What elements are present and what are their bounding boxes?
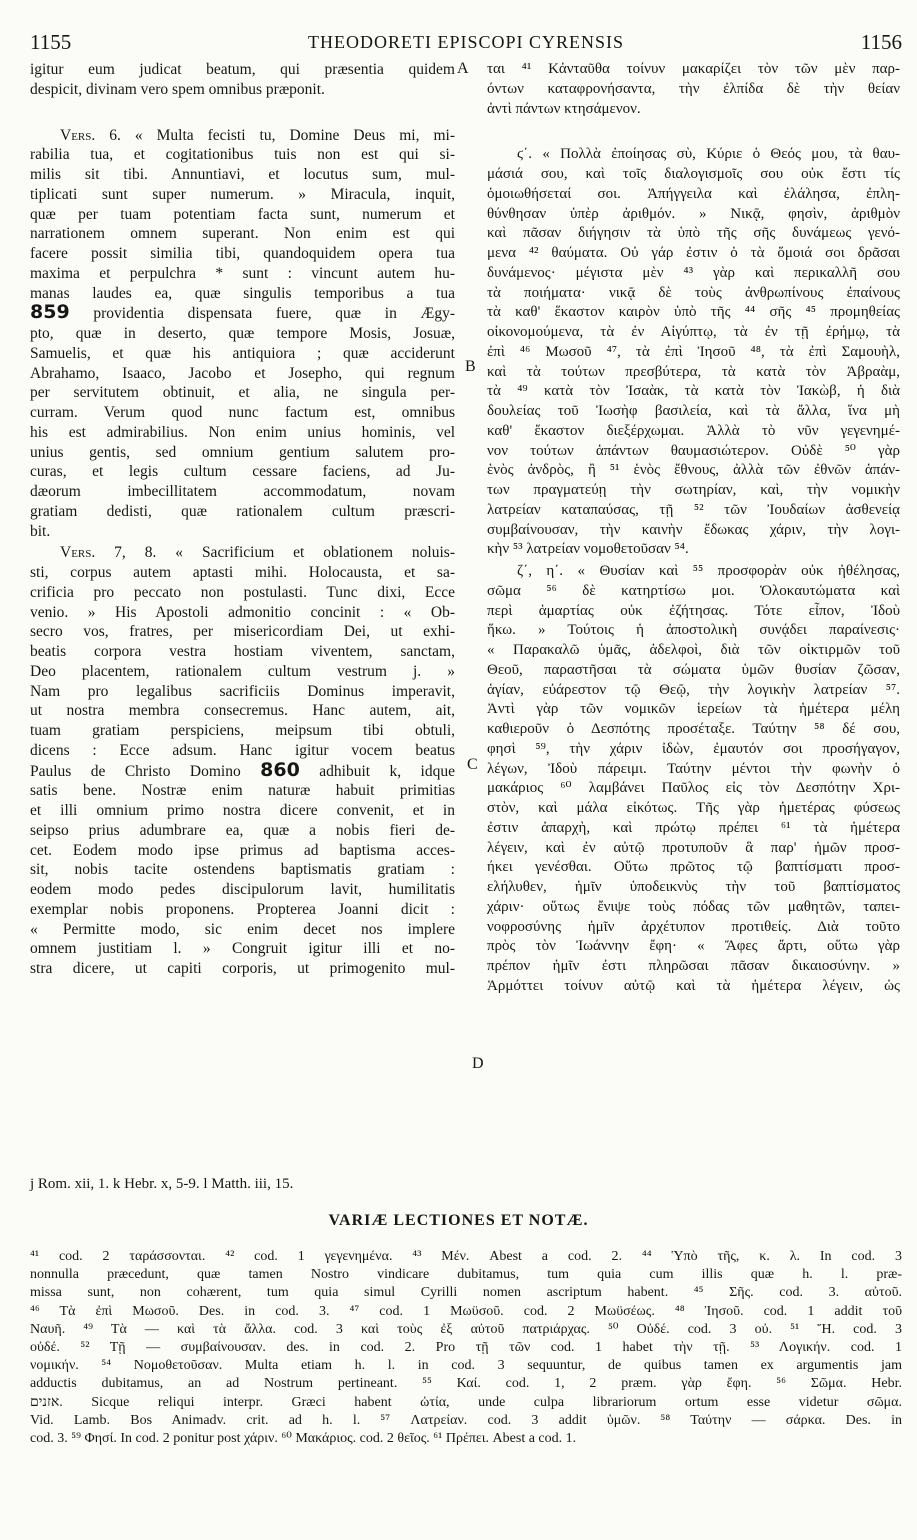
text-line: λέγων, Ἰδοὺ πάρειμι. Ταύτην μέντοι τὴν φωνὴν ὁ <box>487 760 900 777</box>
text-line: ζ΄, η΄. « Θυσίαν καὶ ⁵⁵ προσφορὰν οὐκ ἠθέλησας, <box>517 563 900 579</box>
text-line: μάσιά σου, καὶ τοῖς διαλογισμοῖς σου οὐκ ἔστι τίς <box>487 166 900 182</box>
column-number-860: 860 <box>260 760 300 781</box>
latin-vers78-first: « Sacrificium et oblationem noluis- <box>156 544 455 562</box>
margin-letter-b: B <box>465 358 476 375</box>
text-line: ἐπὶ ⁴⁶ Μωσοῦ ⁴⁷, τὰ ἐπὶ Ἰησοῦ ⁴⁸, τὰ ἐπὶ Σαμουὴλ, <box>487 343 900 360</box>
note-line: ⁴⁶ Τὰ ἐπὶ Μωσοῦ. Des. in cod. 3. ⁴⁷ cod. 1 Μωϋσοῦ. cod. 2 Μωϋσέως. ⁴⁸ Ἰησοῦ. cod. 1 addit τοῦ <box>30 1303 902 1319</box>
text-line: secro vos, fratres, per misericordiam Dei, ut exhi- <box>30 623 455 641</box>
text-line: ὁμοιωθήσεταί σοι. Ἀπήγγειλα καὶ ἐλάλησα, ἐπλη- <box>487 185 900 202</box>
text-line: ελήλυθεν, ἡμῖν ὑποδεικνὺς τὴν τοῦ βαπτίσματος <box>487 879 900 895</box>
text-line: beatis corpora vestra hostiam viventem, sanctam, <box>30 643 455 660</box>
text-line: καθιεροῦν ὁ Δεσπότης προσέταξε. Ταύτην ⁵⁸ δέ σου, <box>487 721 900 737</box>
latin-vers78 <box>30 543 455 979</box>
text-line: venio. » His Apostoli admonitio concinit : « Ob- <box>30 603 455 621</box>
text-line: Ἀντὶ γὰρ τῶν νομικῶν ἱερείων τὰ ἡμέτερα μέλη <box>487 701 900 718</box>
text-line: « Permitte modo, sic enim decet nos implere <box>30 920 455 938</box>
text-line: et illi omnium primo nostra dicere convenit, et in <box>30 802 455 819</box>
text-line: tuam gratiam perspiciens, meipsum tibi obtuli, <box>30 722 455 739</box>
text-line: his est admirabilius. Non enim unius hominis, vel <box>30 423 455 441</box>
text-line: οἰκονομούμενα, τὰ ἐν Αἰγύπτῳ, τὰ ἐν τῇ ἐρήμῳ, τὰ <box>487 324 900 340</box>
text-line: χάριν· οὕτως ἔνιψε τοὺς πόδας τῶν μαθητῶν, ταπει- <box>487 898 900 915</box>
text-line: ται ⁴¹ Κἀνταῦθα τοίνυν μακαρίζει τὸν τῶν μὲν παρ- <box>487 61 900 77</box>
text-line: λατρείαν καταπαύσας, τῇ ⁵² τῶν Ἰουδαίων ἀσθενείᾳ <box>487 501 900 518</box>
latin-860-after: adhibuit k, idque <box>299 762 455 780</box>
text-line: rabilia tua, et cogitationibus tuis non est qui si- <box>30 146 455 164</box>
text-line: στὸν, καὶ μάλα εἰκότως. Τῆς γὰρ ἡμετέρας φύσεως <box>487 800 900 816</box>
text-line: μενα ⁴² θαύματα. Οὐ γάρ ἐστιν ὁ τὰ ὅμοιά σοι δρᾶσαι <box>487 245 900 261</box>
text-line: facere possit similia tibi, quandoquidem opera tua <box>30 245 455 262</box>
text-line: bit. <box>30 522 51 540</box>
text-line: θύνθησαν ὑπὲρ ἀριθμόν. » Νικᾷ, φησὶν, ἀριθμὸν <box>487 205 900 222</box>
text-line: λέγειν, καὶ ἐν αὐτῷ προτυποῦν ἃ παρ' ἡμῶν προσ- <box>487 839 900 856</box>
text-line: ut nostra membra consecremus. Hanc autem, ait, <box>30 702 455 720</box>
note-line: adductis dubitamus, an ad Nostrum pertineant. ⁵⁵ Καί. cod. 1, 2 præm. γὰρ ἔφη. ⁵⁶ Σῶμα. Hebr. <box>30 1376 902 1392</box>
verse-label-6: Vers. 6. <box>60 126 121 144</box>
text-line: crificia pro peccato non postulasti. Tunc dixi, Ecce <box>30 583 455 601</box>
text-line: τὰ ποιήματα· νικᾷ δὲ τοὺς ἀνθρωπίνους ἐπαίνους <box>487 284 900 301</box>
note-line: οὐδέ. ⁵² Τῇ — συμβαίνουσαν. des. in cod. 2. Pro τῇ τῶν cod. 1 habet τὴν τῇ. ⁵³ Λογικήν. cod. 1 <box>30 1340 902 1356</box>
latin-vers6-first: « Multa fecisti tu, Domine Deus mi, mi- <box>120 126 455 144</box>
text-line: pto, quæ in deserto, quæ tempore Mosis, Josuæ, <box>30 325 455 342</box>
text-line: curram. Verum quod nunc factum est, omnibus <box>30 404 455 421</box>
text-line: Abrahamo, Isaaco, Jacobo et Josepho, qui regnum <box>30 364 455 382</box>
text-line: unius gentis, sed omnium gentium salutem pro- <box>30 443 455 461</box>
text-line: gratiam dedisti, quæ rationalem cultum præscri- <box>30 502 455 520</box>
text-line: όντων καταφρονήσαντα, τὴν ἐλπίδα δὲ τὴν θείαν <box>487 80 900 97</box>
text-line: Deo placentem, rationalem cultum vestrum j. » <box>30 662 455 680</box>
note-line: ⁴¹ cod. 2 ταράσσονται. ⁴² cod. 1 γεγενημένα. ⁴³ Μέν. Abest a cod. 2. ⁴⁴ Ὑπὸ τῆς, κ. λ. In cod. 3 <box>30 1249 902 1264</box>
note-line: אזנים. Sicque reliqui interpr. Græci habent ὠτία, unde culpa librariorum ortum esse videtur σῶμα. <box>30 1394 902 1410</box>
latin-860-before: Paulus de Christo Domino <box>30 762 261 780</box>
greek-intro <box>487 60 900 119</box>
text-line: « Παρακαλῶ ὑμᾶς, ἀδελφοὶ, διὰ τῶν οἰκτιρμῶν τοῦ <box>487 642 900 658</box>
page-number-right: 1156 <box>860 30 902 54</box>
column-number-859: 859 <box>30 303 70 324</box>
text-line: satis bene. Nostræ enim naturæ habuit primitias <box>30 782 455 800</box>
scripture-footnotes: j Rom. xii, 1. k Hebr. x, 5-9. l Matth. iii, 15. <box>30 1176 294 1192</box>
margin-letter-d: D <box>472 1055 484 1072</box>
greek-vers78 <box>487 562 900 997</box>
text-line: stra dicere, ut capiti corporis, ut primogenito mul- <box>30 960 455 977</box>
text-line: Ἁρμόττει τοίνυν αὐτῷ καὶ τὰ ἡμέτερα λέγειν, ὡς <box>487 977 900 994</box>
margin-letter-a: A <box>457 60 469 77</box>
text-line: μακάριος ⁶⁰ λαμβάνει Παῦλος εἰς τὸν Δεσπότην Χρι- <box>487 780 900 797</box>
text-line: τὰ ⁴⁹ κατὰ τὸν Ἰσαὰκ, τὰ κατὰ τὸν Ἰακὼβ, ἡ διὰ <box>487 383 900 400</box>
text-line: ἐστιν ἀπαρχὴ, καὶ πρώτῳ πρέπει ⁶¹ τὰ ἡμέτερα <box>487 819 900 836</box>
text-line: dæorum imbecillitatem accommodatum, novam <box>30 483 455 500</box>
text-line: συμβαίνουσαν, τὴν καινὴν ἔδωκας χάριν, τὴν λογι- <box>487 521 900 538</box>
text-line: narrationem omnem superant. Non enim est qui <box>30 225 455 243</box>
note-line: nonnulla præcedunt, quæ tamen Nostro vindicare dubitamus, tum quia cum illis quæ h. l. præ- <box>30 1267 902 1283</box>
running-title: THEODORETI EPISCOPI CYRENSIS <box>307 32 625 52</box>
latin-vers6-after: providentia dispensata fuere, quæ in Ægy- <box>69 305 455 323</box>
text-line: καθ' ἕκαστον διεξέρχωμαι. Ἀλλὰ τὸ νῦν γεγενημέ- <box>487 422 900 439</box>
margin-letter-c: C <box>467 756 478 773</box>
variae-heading: VARIÆ LECTIONES ET NOTÆ. <box>328 1212 589 1229</box>
note-line: cod. 3. ⁵⁹ Φησί. In cod. 2 ponitur post χάριν. ⁶⁰ Μακάριος. cod. 2 θεῖος. ⁶¹ Πρέπει. Abest a cod. 1. <box>30 1431 577 1447</box>
text-line: κὴν ⁵³ λατρείαν νομοθετοῦσαν ⁵⁴. <box>487 541 689 558</box>
note-line: Vid. Lamb. Bos Animadv. crit. ad h. l. ⁵⁷ Λατρείαν. cod. 3 addit ὑμῶν. ⁵⁸ Ταύτην — σάρκα. Des. in <box>30 1412 902 1428</box>
text-line: ἑνὸς ἀνδρὸς, ἢ ⁵¹ ἑνὸς ἔθνους, ἀλλὰ τῶν ἐθνῶν ἁπάν- <box>487 462 900 479</box>
text-line: dicens : Ecce adsum. Hanc igitur vocem beatus <box>30 741 455 759</box>
latin-vers6 <box>30 126 455 542</box>
text-line: σῶμα ⁵⁶ δὲ κατηρτίσω μοι. Ὁλοκαυτώματα καὶ <box>487 582 900 599</box>
text-line: των πραγματεύῃ τὴν σωτηρίαν, καὶ, τὴν νομικὴν <box>487 482 900 498</box>
text-line: πρέπον ἡμῖν ἐστι πληρῶσαι πᾶσαν δικαιοσύνην. » <box>487 958 900 974</box>
text-line: ήκει γενέσθαι. Οὕτω πρῶτος τῷ βαπτίσματι προσ- <box>487 859 900 876</box>
text-line: ϛ΄. « Πολλὰ ἐποίησας σὺ, Κύριε ὁ Θεός μου, τὰ θαυ- <box>517 146 900 163</box>
text-line: igitur eum judicat beatum, qui præsentia quidem <box>30 61 455 78</box>
text-line: quæ per tuam potentiam facta sunt, numerum et <box>30 205 455 223</box>
text-line: περὶ ἁμαρτίας οὐκ ἐζήτησας. Τότε εἶπον, Ἰδοὺ <box>487 602 900 619</box>
text-line: νον τούτων ἁπάντων θαυμασιώτερον. Οὐδὲ ⁵⁰ γὰρ <box>487 442 900 459</box>
verse-label-78: Vers. 7, 8. <box>60 544 157 562</box>
greek-column <box>487 60 900 997</box>
text-line: curas, et legis cultum cessare faciens, ad Ju- <box>30 463 455 481</box>
text-line: νοφροσύνης ἡμῖν ἀρχέτυπον προτιθείς. Διὰ τοῦτο <box>487 918 900 935</box>
text-line: exemplar nobis proponens. Propterea Joanni dicit : <box>30 900 455 918</box>
text-line: ἀντὶ πάντων κτησάμενον. <box>487 100 641 117</box>
greek-vers6 <box>487 145 900 560</box>
text-line: καὶ πᾶσαν διήγησιν τὰ ὑπὸ τῆς σῆς δυνάμεως γενό- <box>487 225 900 242</box>
text-line: sti, corpus autem aptasti mihi. Holocausta, et sa- <box>30 564 455 581</box>
text-line: τὰ καθ' ἕκαστον καιρὸν ὑπὸ τῆς ⁴⁴ σῆς ⁴⁵ προμηθείας <box>487 304 900 321</box>
note-line: missa sunt, non cohærent, tum quia simul Cyrilli nomen ascriptum habent. ⁴⁵ Σῆς. cod. 3. αὐτοῦ. <box>30 1285 902 1301</box>
text-line: eodem modo pedes discipulorum lavit, humilitatis <box>30 881 455 898</box>
latin-intro <box>30 60 455 100</box>
text-line: seipso prius adumbrare ea, quæ a nobis fieri de- <box>30 821 455 839</box>
text-line: per servitutem obtinuit, et alia, ne singula per- <box>30 384 455 402</box>
text-line: πρὸς τὸν Ἰωάννην ἔφη· « Ἄφες ἄρτι, οὕτω γὰρ <box>487 938 900 955</box>
text-line: Θεοῦ, παραστῆσαι τὰ σώματα ὑμῶν θυσίαν ζῶσαν, <box>487 661 900 678</box>
text-line: ἥκω. » Τούτοις ἡ ἀποστολικὴ συνᾴδει παραίνεσις· <box>487 622 900 639</box>
note-line: νομικήν. ⁵⁴ Νομοθετοῦσαν. Multa etiam h. l. in cod. 3 sequuntur, de quibus tamen ex argumentis jam <box>30 1358 902 1374</box>
note-line: Ναυῆ. ⁴⁹ Τὰ — καὶ τὰ ἄλλα. cod. 3 καὶ τοὺς ἐξ αὐτοῦ πατριάρχας. ⁵⁰ Οὐδέ. cod. 3 οὐ. ⁵¹ Ἤ. cod. 3 <box>30 1321 902 1337</box>
text-line: manas laudes ea, quæ singulis temporibus a tua <box>30 284 455 302</box>
text-line: cet. Eodem modo ipse primus ad baptisma acces- <box>30 841 455 859</box>
text-line: maxima et perpulchra * sunt : vincunt autem hu- <box>30 264 455 282</box>
page-number-left: 1155 <box>30 30 72 54</box>
latin-column <box>30 60 455 979</box>
text-line: καὶ τὰ τούτων πρεσβύτερα, τὰ κατὰ τὸν Ἀβραὰμ, <box>487 363 900 380</box>
running-header <box>30 30 902 60</box>
text-line: despicit, divinam vero spem omnibus præponit. <box>30 80 325 98</box>
text-line: tiplicati sunt super numerum. » Miracula, inquit, <box>30 185 455 203</box>
text-line: sit, nobis tacite ostendens baptismatis gratiam : <box>30 861 455 879</box>
text-line: milis sit tibi. Annuntiavi, et locutus sum, mul- <box>30 166 455 183</box>
text-line: ἁγίαν, εὐάρεστον τῷ Θεῷ, τὴν λογικὴν λατρείαν ⁵⁷. <box>487 681 900 698</box>
text-line: δουλείας τοῦ Ἰωσὴφ βασιλεία, καὶ τὰ ἄλλα, ἵνα μὴ <box>487 403 900 419</box>
text-line: φησὶ ⁵⁹, τὴν χάριν ἰδὼν, ἐμαυτόν σοι προσήγαγον, <box>487 740 900 757</box>
text-line: Samuelis, et quæ his antiquiora ; quæ acciderunt <box>30 344 455 362</box>
text-line: Nam pro legalibus sacrificiis Dominus imperavit, <box>30 682 455 700</box>
text-line: δυνάμενος· μέγιστα μὲν ⁴³ γὰρ καὶ περικαλλῆ σου <box>487 264 900 281</box>
variae-lectiones <box>30 1248 902 1448</box>
text-line: omnem justitiam l. » Congruit igitur illi et no- <box>30 940 455 958</box>
